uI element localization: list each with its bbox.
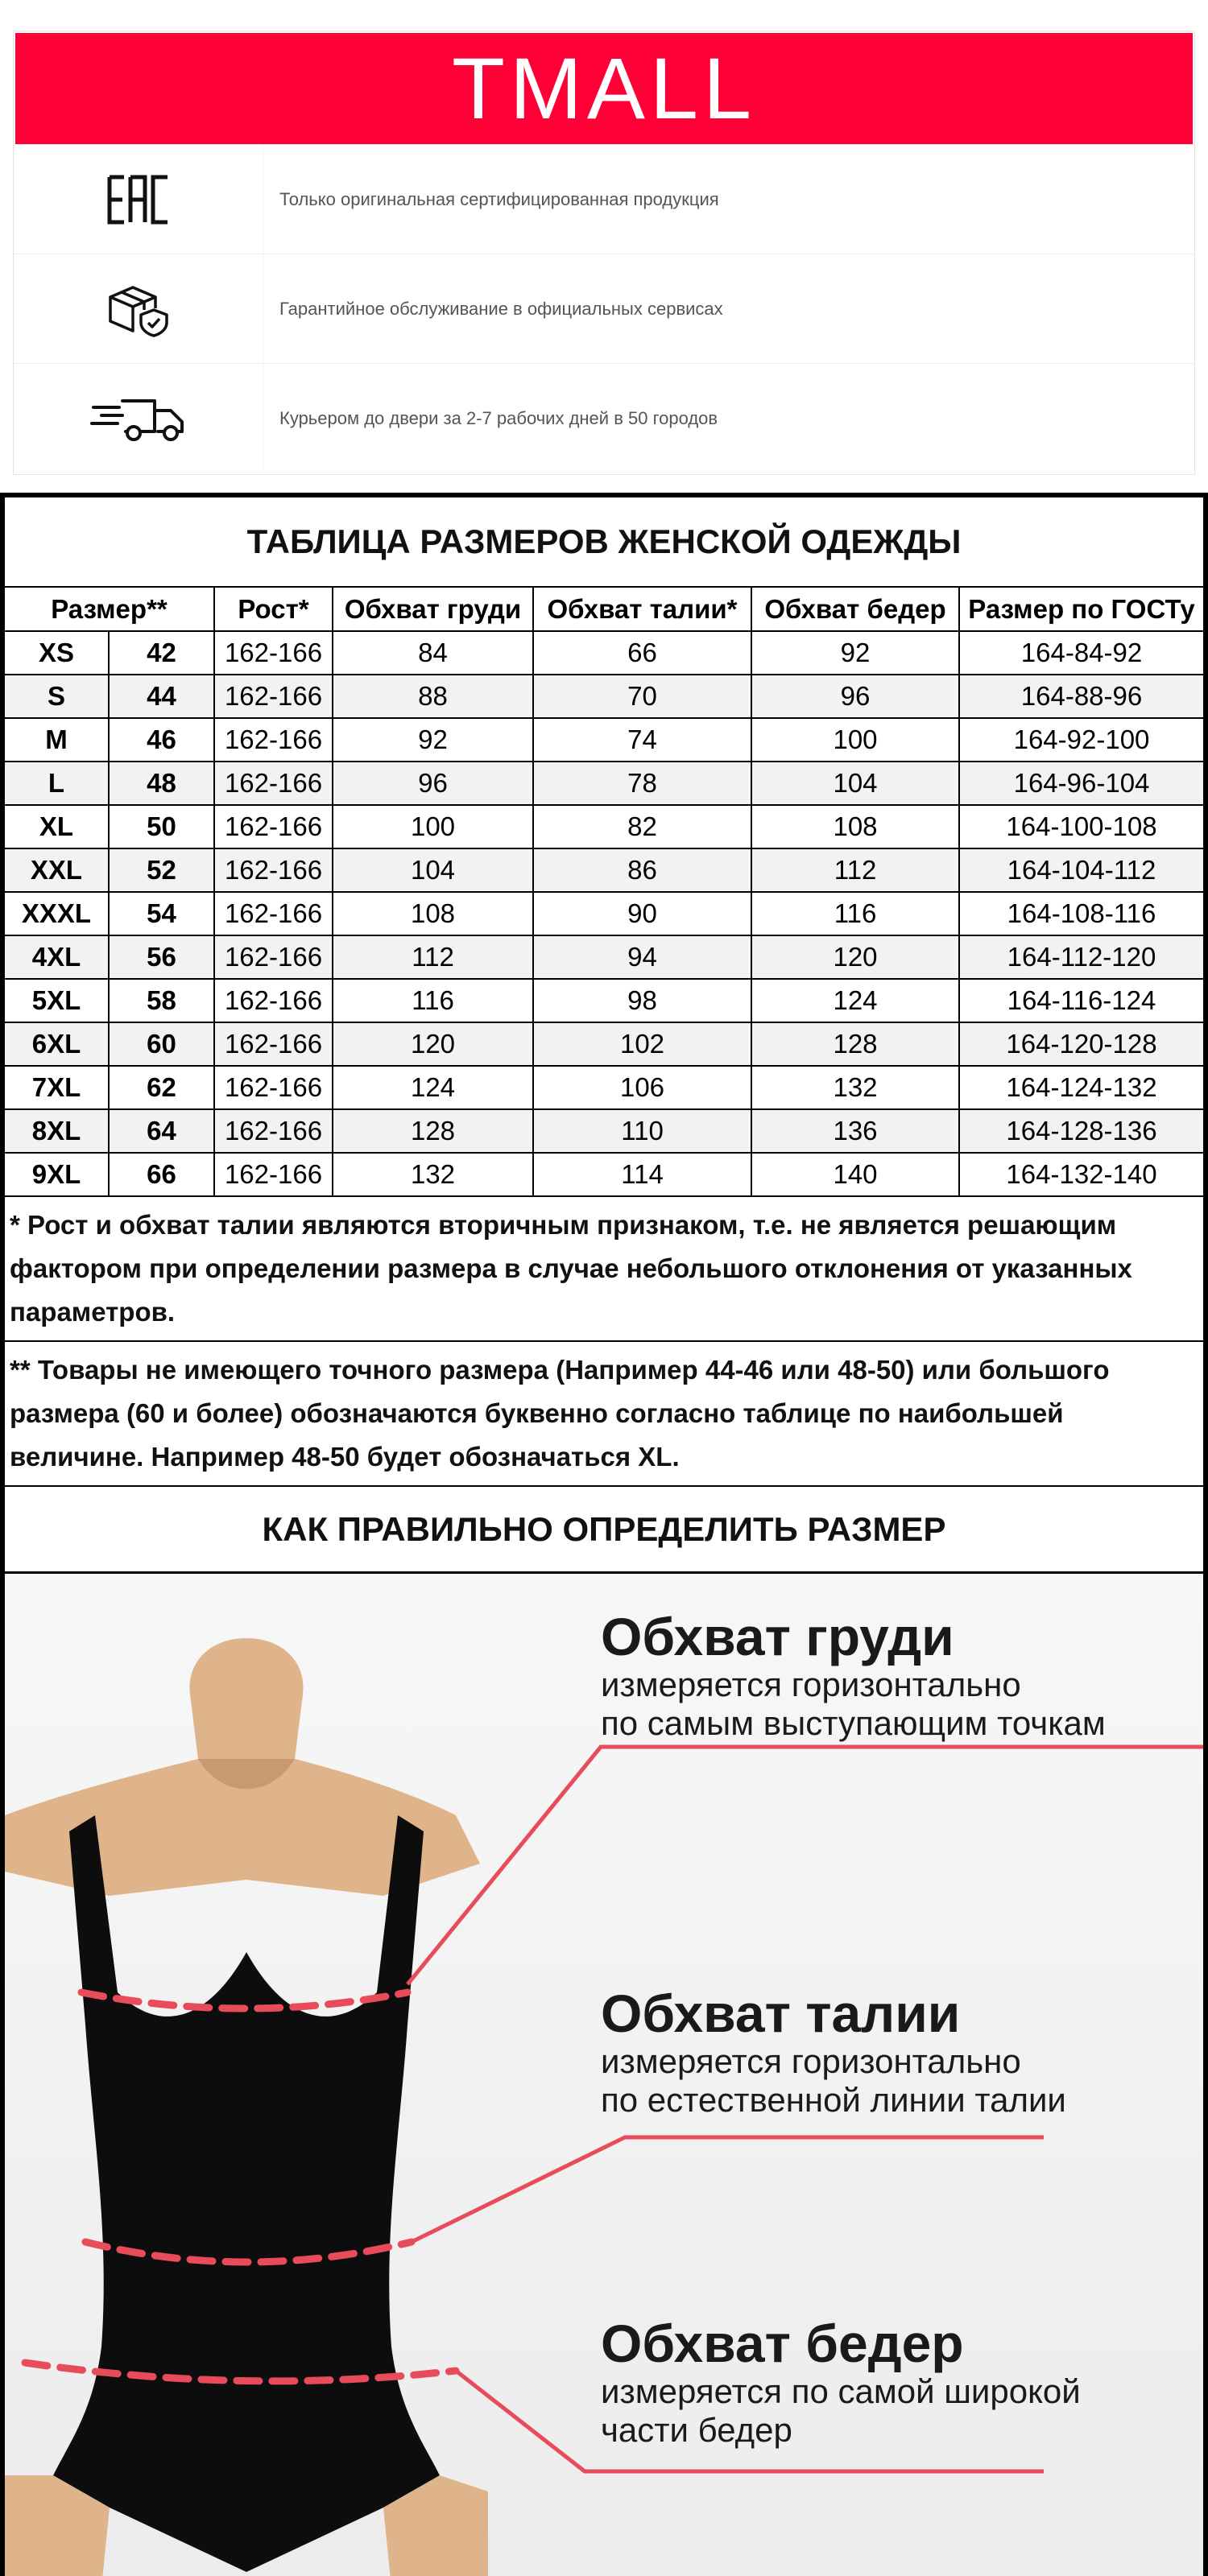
cell-bust: 120: [333, 1022, 533, 1066]
cell-size-letter: 7XL: [5, 1066, 109, 1109]
measure-waist-line1: измеряется горизонтально: [601, 2042, 1021, 2080]
cell-height: 162-166: [214, 805, 333, 848]
table-row: [5, 979, 1203, 1022]
table-row: [5, 848, 1203, 892]
cell-waist: 78: [533, 762, 751, 805]
cell-height: 162-166: [214, 892, 333, 935]
cell-size-number: 62: [109, 1066, 214, 1109]
measure-bust: [601, 1608, 1197, 1743]
cell-hips: 108: [751, 805, 959, 848]
header-waist: Обхват талии*: [533, 588, 751, 631]
cell-size-number: 50: [109, 805, 214, 848]
cell-hips: 140: [751, 1153, 959, 1196]
cell-hips: 132: [751, 1066, 959, 1109]
cell-gost-size: 164-108-116: [959, 892, 1203, 935]
cell-size-number: 66: [109, 1153, 214, 1196]
size-table: [5, 588, 1203, 1197]
cell-waist: 74: [533, 718, 751, 762]
cell-waist: 106: [533, 1066, 751, 1109]
cell-size-number: 52: [109, 848, 214, 892]
cell-size-letter: 9XL: [5, 1153, 109, 1196]
cell-size-letter: XL: [5, 805, 109, 848]
cell-gost-size: 164-84-92: [959, 631, 1203, 675]
cell-waist: 90: [533, 892, 751, 935]
delivery-truck-icon: [14, 364, 263, 473]
tmall-logo: TMALL: [451, 39, 757, 137]
cell-waist: 94: [533, 935, 751, 979]
cell-size-number: 56: [109, 935, 214, 979]
header-size: Размер**: [5, 588, 214, 631]
cell-hips: 96: [751, 675, 959, 718]
cell-gost-size: 164-120-128: [959, 1022, 1203, 1066]
cell-gost-size: 164-96-104: [959, 762, 1203, 805]
table-row: [5, 1066, 1203, 1109]
store-info-card: [13, 31, 1195, 475]
table-row: [5, 718, 1203, 762]
cell-waist: 82: [533, 805, 751, 848]
cell-gost-size: 164-100-108: [959, 805, 1203, 848]
header-bust: Обхват груди: [333, 588, 533, 631]
header-hips: Обхват бедер: [751, 588, 959, 631]
cell-bust: 116: [333, 979, 533, 1022]
cell-bust: 84: [333, 631, 533, 675]
cell-waist: 70: [533, 675, 751, 718]
measure-bust-line2: по самым выступающим точкам: [601, 1704, 1106, 1742]
cell-size-letter: L: [5, 762, 109, 805]
measure-bust-title: Обхват груди: [601, 1607, 954, 1666]
feature-warranty: [14, 254, 1194, 363]
cell-hips: 120: [751, 935, 959, 979]
table-row: [5, 805, 1203, 848]
table-row: [5, 675, 1203, 718]
cell-waist: 98: [533, 979, 751, 1022]
cell-gost-size: 164-124-132: [959, 1066, 1203, 1109]
cell-size-number: 48: [109, 762, 214, 805]
cell-size-number: 46: [109, 718, 214, 762]
cell-height: 162-166: [214, 1066, 333, 1109]
cell-height: 162-166: [214, 848, 333, 892]
cell-size-number: 64: [109, 1109, 214, 1153]
feature-delivery: [14, 363, 1194, 473]
cell-hips: 92: [751, 631, 959, 675]
cell-hips: 136: [751, 1109, 959, 1153]
cell-size-number: 44: [109, 675, 214, 718]
cell-gost-size: 164-112-120: [959, 935, 1203, 979]
cell-bust: 132: [333, 1153, 533, 1196]
cell-bust: 128: [333, 1109, 533, 1153]
cell-size-letter: S: [5, 675, 109, 718]
cell-waist: 102: [533, 1022, 751, 1066]
cell-height: 162-166: [214, 979, 333, 1022]
table-row: [5, 892, 1203, 935]
cell-waist: 86: [533, 848, 751, 892]
cell-size-letter: XXXL: [5, 892, 109, 935]
measure-hips-title: Обхват бедер: [601, 2314, 964, 2373]
size-chart: [0, 493, 1208, 2576]
note-letter-sizes: ** Товары не имеющего точного размера (Например 44-46 или 48-50) или большого размера (60 и более) обозначаются буквенно согласно таблице по наибольшей величине. Например 48-50 будет обозначаться XL.: [5, 1342, 1203, 1487]
cell-gost-size: 164-116-124: [959, 979, 1203, 1022]
cell-size-number: 60: [109, 1022, 214, 1066]
cell-size-number: 54: [109, 892, 214, 935]
cell-gost-size: 164-128-136: [959, 1109, 1203, 1153]
table-row: [5, 1153, 1203, 1196]
cell-bust: 100: [333, 805, 533, 848]
cell-bust: 88: [333, 675, 533, 718]
table-row: [5, 631, 1203, 675]
table-header-row: [5, 588, 1203, 631]
measure-hips: [601, 2314, 1197, 2450]
cell-hips: 104: [751, 762, 959, 805]
measure-waist-line2: по естественной линии талии: [601, 2081, 1066, 2119]
measurement-illustration: [5, 1574, 1203, 2576]
cell-size-letter: M: [5, 718, 109, 762]
cell-size-letter: 4XL: [5, 935, 109, 979]
cell-gost-size: 164-92-100: [959, 718, 1203, 762]
cell-size-letter: XXL: [5, 848, 109, 892]
feature-text: Только оригинальная сертифицированная продукция: [279, 188, 719, 209]
cell-size-letter: XS: [5, 631, 109, 675]
cell-bust: 124: [333, 1066, 533, 1109]
cell-height: 162-166: [214, 675, 333, 718]
cell-gost-size: 164-88-96: [959, 675, 1203, 718]
cell-size-number: 58: [109, 979, 214, 1022]
tmall-banner: [15, 33, 1193, 144]
cell-height: 162-166: [214, 1022, 333, 1066]
feature-certified: [14, 144, 1194, 254]
shield-box-icon: [14, 254, 263, 363]
cell-hips: 128: [751, 1022, 959, 1066]
header-gost: Размер по ГОСТу: [959, 588, 1203, 631]
cell-waist: 114: [533, 1153, 751, 1196]
cell-hips: 100: [751, 718, 959, 762]
cell-hips: 116: [751, 892, 959, 935]
measure-waist: [601, 1984, 1197, 2120]
cell-bust: 104: [333, 848, 533, 892]
cell-bust: 96: [333, 762, 533, 805]
cell-height: 162-166: [214, 718, 333, 762]
measure-waist-title: Обхват талии: [601, 1984, 961, 2043]
table-row: [5, 1022, 1203, 1066]
cell-gost-size: 164-132-140: [959, 1153, 1203, 1196]
table-row: [5, 1109, 1203, 1153]
table-row: [5, 762, 1203, 805]
cell-height: 162-166: [214, 631, 333, 675]
cell-bust: 92: [333, 718, 533, 762]
note-secondary-params: * Рост и обхват талии являются вторичным признаком, т.е. не является решающим фактором при определении размера в случае небольшого отклонения от указанных параметров.: [5, 1197, 1203, 1342]
how-to-measure-title: КАК ПРАВИЛЬНО ОПРЕДЕЛИТЬ РАЗМЕР: [5, 1487, 1203, 1574]
eac-icon: [14, 145, 263, 254]
cell-height: 162-166: [214, 762, 333, 805]
cell-height: 162-166: [214, 1153, 333, 1196]
cell-size-letter: 8XL: [5, 1109, 109, 1153]
cell-waist: 66: [533, 631, 751, 675]
measure-hips-line2: части бедер: [601, 2411, 792, 2449]
cell-waist: 110: [533, 1109, 751, 1153]
feature-text: Курьером до двери за 2-7 рабочих дней в 50 городов: [279, 407, 718, 428]
cell-height: 162-166: [214, 935, 333, 979]
table-row: [5, 935, 1203, 979]
cell-size-number: 42: [109, 631, 214, 675]
size-chart-title: ТАБЛИЦА РАЗМЕРОВ ЖЕНСКОЙ ОДЕЖДЫ: [5, 497, 1203, 588]
cell-hips: 112: [751, 848, 959, 892]
cell-size-letter: 6XL: [5, 1022, 109, 1066]
cell-gost-size: 164-104-112: [959, 848, 1203, 892]
header-height: Рост*: [214, 588, 333, 631]
cell-bust: 108: [333, 892, 533, 935]
measure-bust-line1: измеряется горизонтально: [601, 1666, 1021, 1703]
cell-height: 162-166: [214, 1109, 333, 1153]
cell-bust: 112: [333, 935, 533, 979]
feature-text: Гарантийное обслуживание в официальных сервисах: [279, 298, 723, 319]
cell-size-letter: 5XL: [5, 979, 109, 1022]
measure-hips-line1: измеряется по самой широкой: [601, 2372, 1081, 2410]
cell-hips: 124: [751, 979, 959, 1022]
